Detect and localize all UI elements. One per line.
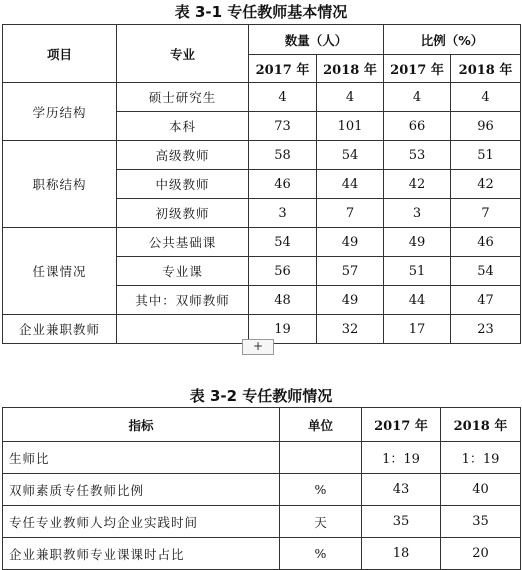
header-count-2017: 2017 年 xyxy=(249,55,317,83)
count-2017: 58 xyxy=(249,141,317,170)
ratio-2017: 49 xyxy=(384,228,451,257)
value-2017: 1：19 xyxy=(362,442,441,474)
row-name: 其中：双师教师 xyxy=(117,286,249,315)
row-name: 本科 xyxy=(117,112,249,141)
header-2018: 2018 年 xyxy=(441,408,521,442)
count-2017: 46 xyxy=(249,170,317,199)
header-2017: 2017 年 xyxy=(362,408,441,442)
ratio-2017: 53 xyxy=(384,141,451,170)
count-2018: 101 xyxy=(317,112,384,141)
header-count-2018: 2018 年 xyxy=(317,55,384,83)
indicator-label: 双师素质专任教师比例 xyxy=(3,474,280,506)
count-2017: 54 xyxy=(249,228,317,257)
group-label: 职称结构 xyxy=(3,141,117,228)
ratio-2017: 51 xyxy=(384,257,451,286)
indicator-label: 企业兼职教师专业课课时占比 xyxy=(3,538,280,570)
teacher-status-table xyxy=(2,407,521,570)
count-2018: 49 xyxy=(317,286,384,315)
value-2018: 20 xyxy=(441,538,521,570)
unit-cell: % xyxy=(280,538,362,570)
row-name: 初级教师 xyxy=(117,199,249,228)
value-2018: 1：19 xyxy=(441,442,521,474)
count-2018: 54 xyxy=(317,141,384,170)
unit-cell: 天 xyxy=(280,506,362,538)
count-2017: 19 xyxy=(249,315,317,344)
group-label: 企业兼职教师 xyxy=(3,315,117,344)
ratio-2017: 42 xyxy=(384,170,451,199)
header-unit: 单位 xyxy=(280,408,362,442)
ratio-2018: 4 xyxy=(451,83,521,112)
ratio-2018: 46 xyxy=(451,228,521,257)
value-2017: 35 xyxy=(362,506,441,538)
header-indicator: 指标 xyxy=(3,408,280,442)
table2-header-row xyxy=(3,408,521,442)
count-2018: 7 xyxy=(317,199,384,228)
count-2018: 44 xyxy=(317,170,384,199)
count-2018: 57 xyxy=(317,257,384,286)
row-name: 中级教师 xyxy=(117,170,249,199)
count-2017: 56 xyxy=(249,257,317,286)
unit-cell xyxy=(280,442,362,474)
table1-header-row xyxy=(3,25,521,55)
table-row xyxy=(3,442,521,474)
table2-title: 表 3-2 专任教师情况 xyxy=(189,387,333,405)
value-2017: 43 xyxy=(362,474,441,506)
ratio-2018: 47 xyxy=(451,286,521,315)
ratio-2018: 54 xyxy=(451,257,521,286)
header-ratio: 比例（%） xyxy=(384,25,521,55)
row-name: 高级教师 xyxy=(117,141,249,170)
row-name: 硕士研究生 xyxy=(117,83,249,112)
count-2017: 48 xyxy=(249,286,317,315)
table1-title: 表 3-1 专任教师基本情况 xyxy=(174,3,348,21)
header-item: 项目 xyxy=(3,25,117,83)
count-2017: 4 xyxy=(249,83,317,112)
ratio-2018: 96 xyxy=(451,112,521,141)
row-name: 专业课 xyxy=(117,257,249,286)
row-name: 公共基础课 xyxy=(117,228,249,257)
table-row xyxy=(3,141,521,170)
header-count: 数量（人） xyxy=(249,25,384,55)
ratio-2017: 17 xyxy=(384,315,451,344)
unit-cell: % xyxy=(280,474,362,506)
group-label: 任课情况 xyxy=(3,228,117,315)
ratio-2018: 7 xyxy=(451,199,521,228)
add-row-button[interactable]: + xyxy=(242,339,274,355)
table-row xyxy=(3,474,521,506)
count-2017: 3 xyxy=(249,199,317,228)
ratio-2018: 51 xyxy=(451,141,521,170)
row-name xyxy=(117,315,249,344)
table-row xyxy=(3,83,521,112)
count-2018: 4 xyxy=(317,83,384,112)
indicator-label: 生师比 xyxy=(3,442,280,474)
ratio-2017: 66 xyxy=(384,112,451,141)
ratio-2017: 4 xyxy=(384,83,451,112)
indicator-label: 专任专业教师人均企业实践时间 xyxy=(3,506,280,538)
header-major: 专业 xyxy=(117,25,249,83)
teacher-basic-table xyxy=(2,24,521,344)
table-row xyxy=(3,228,521,257)
ratio-2018: 42 xyxy=(451,170,521,199)
ratio-2017: 3 xyxy=(384,199,451,228)
value-2018: 40 xyxy=(441,474,521,506)
count-2018: 32 xyxy=(317,315,384,344)
header-ratio-2017: 2017 年 xyxy=(384,55,451,83)
value-2017: 18 xyxy=(362,538,441,570)
ratio-2017: 44 xyxy=(384,286,451,315)
header-ratio-2018: 2018 年 xyxy=(451,55,521,83)
table-row xyxy=(3,538,521,570)
value-2018: 35 xyxy=(441,506,521,538)
ratio-2018: 23 xyxy=(451,315,521,344)
count-2018: 49 xyxy=(317,228,384,257)
table-row xyxy=(3,506,521,538)
count-2017: 73 xyxy=(249,112,317,141)
group-label: 学历结构 xyxy=(3,83,117,141)
